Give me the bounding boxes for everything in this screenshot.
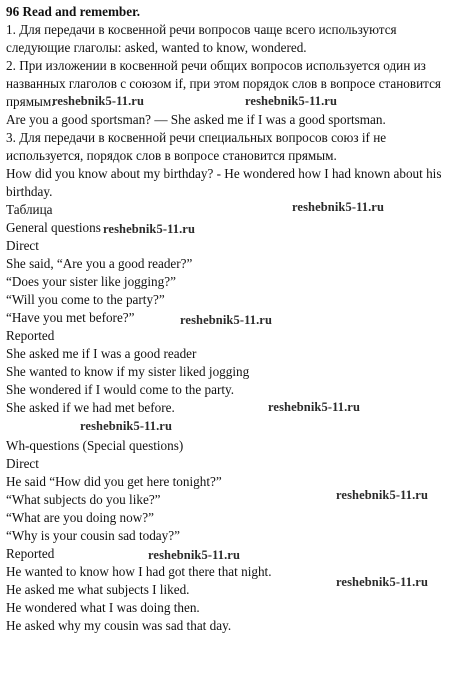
example-line: Are you a good sportsman? — She asked me if I was a good sportsman.	[6, 112, 386, 127]
special-questions-title: Wh-questions (Special questions)	[6, 438, 184, 453]
example-line: How did you know about my birthday? - He wondered how I had known about his	[6, 166, 442, 181]
rule-line: названных глаголов с союзом if, при этом порядок слов в вопросе становится	[6, 76, 441, 91]
special-direct-item: He said “How did you get here tonight?”	[6, 474, 222, 489]
watermark: reshebnik5-11.ru	[245, 94, 338, 108]
watermark: reshebnik5-11.ru	[292, 200, 385, 214]
exercise-heading: 96 Read and remember.	[6, 4, 141, 19]
general-questions-title: General questions	[6, 220, 101, 235]
special-reported-item: He wanted to know how I had got there that night.	[6, 564, 272, 579]
rule-line: 3. Для передачи в косвенной речи специальных вопросов союз if не	[6, 130, 387, 145]
special-direct-item: “What are you doing now?”	[6, 510, 154, 525]
general-direct-item: “Does your sister like jogging?”	[6, 274, 176, 289]
watermark: reshebnik5-11.ru	[80, 419, 173, 433]
general-reported-item: She asked if we had met before.	[6, 400, 175, 415]
special-reported-item: He wondered what I was doing then.	[6, 600, 200, 615]
watermark: reshebnik5-11.ru	[336, 488, 429, 502]
special-reported-item: He asked why my cousin was sad that day.	[6, 618, 232, 633]
watermark: reshebnik5-11.ru	[268, 400, 361, 414]
watermark: reshebnik5-11.ru	[52, 94, 145, 108]
special-direct-label: Direct	[6, 456, 39, 471]
watermark: reshebnik5-11.ru	[180, 313, 273, 327]
example-line: birthday.	[6, 184, 53, 199]
watermark: reshebnik5-11.ru	[148, 548, 241, 562]
rule-line: 2. При изложении в косвенной речи общих вопросов используется один из	[6, 58, 426, 73]
special-reported-item: He asked me what subjects I liked.	[6, 582, 190, 597]
general-reported-item: She wondered if I would come to the party.	[6, 382, 235, 397]
general-direct-item: “Will you come to the party?”	[6, 292, 165, 307]
general-direct-item: “Have you met before?”	[6, 310, 135, 325]
watermark: reshebnik5-11.ru	[103, 222, 196, 236]
rule-line: 1. Для передачи в косвенной речи вопросов чаще всего используются	[6, 22, 397, 37]
rule-line: следующие глаголы: asked, wanted to know, wondered.	[6, 40, 307, 55]
general-reported-label: Reported	[6, 328, 55, 343]
watermark: reshebnik5-11.ru	[336, 575, 429, 589]
special-direct-item: “What subjects do you like?”	[6, 492, 161, 507]
table-label: Таблица	[6, 202, 53, 217]
rule-line: используется, порядок слов в вопросе становится прямым.	[6, 148, 337, 163]
general-reported-item: She wanted to know if my sister liked jogging	[6, 364, 250, 379]
special-direct-item: “Why is your cousin sad today?”	[6, 528, 180, 543]
special-reported-label: Reported	[6, 546, 55, 561]
general-reported-item: She asked me if I was a good reader	[6, 346, 197, 361]
rule-line: прямым.	[6, 94, 55, 109]
general-direct-label: Direct	[6, 238, 39, 253]
general-direct-item: She said, “Are you a good reader?”	[6, 256, 193, 271]
